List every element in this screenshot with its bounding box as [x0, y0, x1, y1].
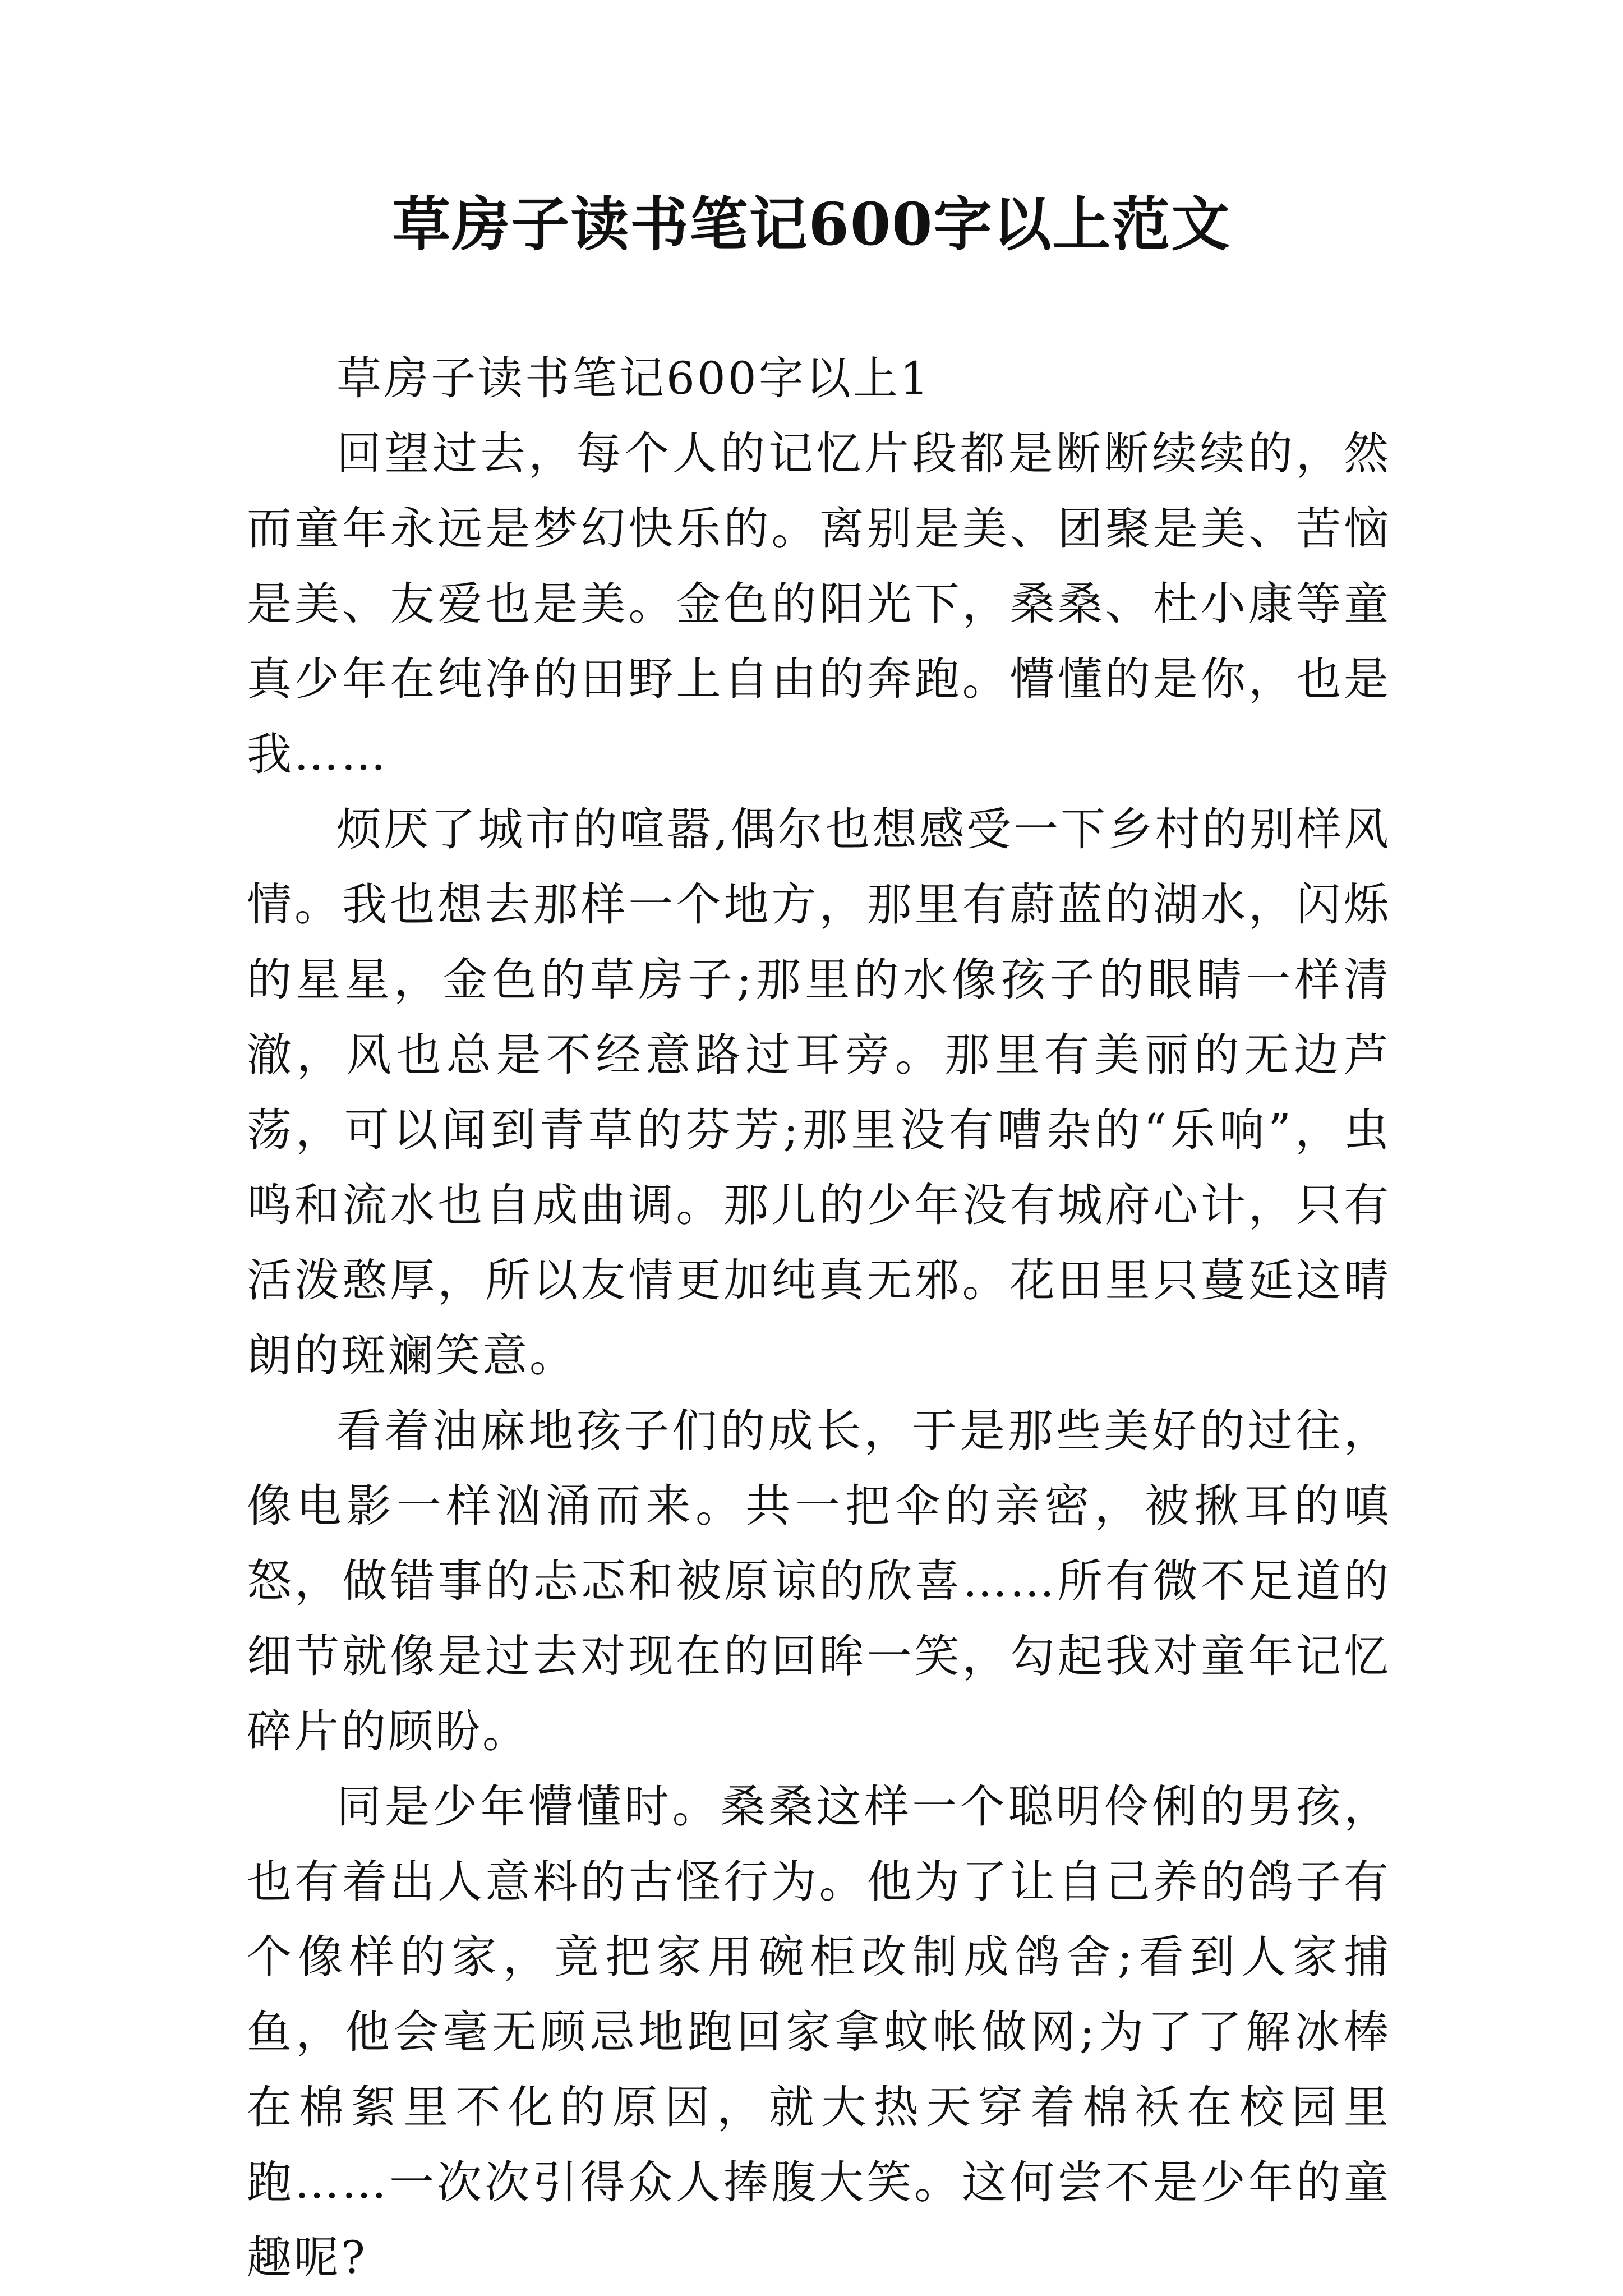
paragraph: 烦厌了城市的喧嚣,偶尔也想感受一下乡村的别样风情。我也想去那样一个地方，那里有蔚蓝的湖水，闪烁的星星，金色的草房子;那里的水像孩子的眼睛一样清澈，风也总是不经意路过耳旁。那里有美丽的无边芦荡，可以闻到青草的芬芳;那里没有嘈杂的“乐响”，虫鸣和流水也自成曲调。那儿的少年没有城府心计，只有活泼憨厚，所以友情更加纯真无邪。花田里只蔓延这晴朗的斑斓笑意。	[247, 803, 1391, 1382]
section-heading: 草房子读书笔记600字以上1	[336, 352, 931, 404]
paragraph: 看着油麻地孩子们的成长，于是那些美好的过往，像电影一样汹涌而来。共一把伞的亲密，被揪耳的嗔怒，做错事的忐忑和被原谅的欣喜……所有微不足道的细节就像是过去对现在的回眸一笑，勾起我对童年记忆碎片的顾盼。	[247, 1405, 1391, 1757]
document-body	[247, 341, 1391, 2295]
paragraph: 回望过去，每个人的记忆片段都是断断续续的，然而童年永远是梦幻快乐的。离别是美、团聚是美、苦恼是美、友爱也是美。金色的阳光下，桑桑、杜小康等童真少年在纯净的田野上自由的奔跑。懵懂的是你，也是我……	[247, 427, 1391, 780]
paragraph: 同是少年懵懂时。桑桑这样一个聪明伶俐的男孩，也有着出人意料的古怪行为。他为了让自己养的鸽子有个像样的家，竟把家用碗柜改制成鸽舍;看到人家捕鱼，他会毫无顾忌地跑回家拿蚊帐做网;为了了解冰棒在棉絮里不化的原因，就大热天穿着棉袄在校园里跑……一次次引得众人捧腹大笑。这何尝不是少年的童趣呢?	[247, 1780, 1391, 2284]
document-title: 草房子读书笔记600字以上范文	[392, 190, 1231, 259]
